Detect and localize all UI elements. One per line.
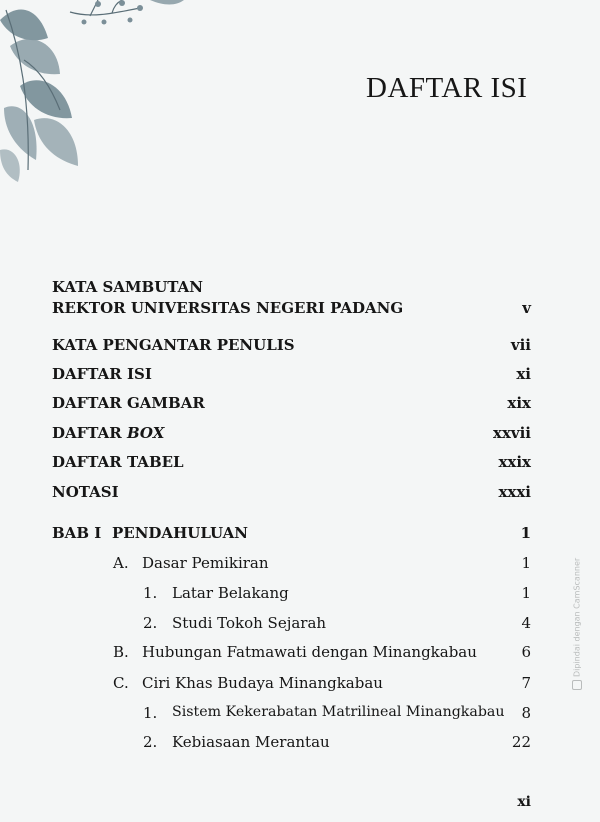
toc-entry-kata-pengantar[interactable]: [0, 336, 600, 360]
toc-entry-label: DAFTAR ISI: [52, 365, 152, 383]
toc-entry-page: xi: [516, 365, 531, 383]
toc-subsection-a1[interactable]: [0, 584, 600, 608]
section-title: Studi Tokoh Sejarah: [172, 614, 327, 632]
toc-entry-label-italic: BOX: [126, 424, 165, 442]
toc-entry-page: vii: [510, 336, 531, 354]
camscanner-icon: [572, 680, 582, 690]
toc-entry-label: KATA PENGANTAR PENULIS: [52, 336, 295, 354]
section-marker: B.: [113, 643, 129, 661]
toc-entry-daftar-gambar[interactable]: [0, 394, 600, 418]
section-marker: 2.: [143, 733, 158, 751]
toc-entry-label: DAFTAR TABEL: [52, 453, 184, 471]
toc-entry-label-prefix: DAFTAR: [52, 424, 127, 442]
toc-section-a[interactable]: [0, 554, 600, 578]
chapter-number: BAB I: [52, 524, 102, 542]
toc-chapter-bab-1[interactable]: [0, 524, 600, 548]
leaf-decoration-icon: [0, 0, 190, 190]
section-marker: A.: [113, 554, 129, 572]
toc-entry-page: 4: [521, 614, 531, 632]
toc-entry-page: xxxi: [498, 483, 531, 501]
toc-section-c[interactable]: [0, 674, 600, 698]
toc-entry-notasi[interactable]: [0, 483, 600, 507]
toc-entry-page: xix: [507, 394, 531, 412]
scanner-watermark: [572, 558, 582, 690]
section-marker: 1.: [143, 584, 158, 602]
toc-subsection-c2[interactable]: [0, 733, 600, 757]
toc-entry-page: 6: [521, 643, 531, 661]
section-marker: 2.: [143, 614, 158, 632]
toc-entry-page: v: [522, 299, 531, 317]
toc-entry-page: 22: [511, 733, 531, 751]
toc-entry-daftar-tabel[interactable]: [0, 453, 600, 477]
toc-entry-label: KATA SAMBUTAN: [52, 278, 203, 296]
section-title: Dasar Pemikiran: [142, 554, 269, 572]
toc-section-b[interactable]: [0, 643, 600, 667]
toc-entry-rektor[interactable]: [0, 299, 600, 323]
toc-subsection-a2[interactable]: [0, 614, 600, 638]
watermark-text: Dipindai dengan CamScanner: [572, 557, 582, 677]
section-title: Sistem Kekerabatan Matrilineal Minangkabau: [172, 704, 505, 720]
section-marker: 1.: [143, 704, 158, 722]
toc-entry-page: 1: [520, 524, 531, 542]
toc-entry-page: 1: [521, 584, 531, 602]
page-number: xi: [517, 794, 531, 810]
section-title: Kebiasaan Merantau: [172, 733, 330, 751]
toc-entry-page: 1: [521, 554, 531, 572]
toc-entry-label: REKTOR UNIVERSITAS NEGERI PADANG: [52, 299, 404, 317]
toc-entry-daftar-isi[interactable]: [0, 365, 600, 389]
chapter-title: PENDAHULUAN: [112, 524, 249, 542]
section-title: Ciri Khas Budaya Minangkabau: [142, 674, 383, 692]
toc-entry-daftar-box[interactable]: [0, 424, 600, 448]
toc-entry-label: DAFTAR GAMBAR: [52, 394, 205, 412]
toc-entry-label: NOTASI: [52, 483, 119, 501]
toc-entry-page: 7: [521, 674, 531, 692]
toc-entry-page: 8: [521, 704, 531, 722]
toc-entry-label: [52, 424, 164, 442]
toc-entry-page: xxvii: [493, 424, 531, 442]
section-title: Hubungan Fatmawati dengan Minangkabau: [142, 643, 477, 661]
page-title: DAFTAR ISI: [366, 72, 528, 104]
section-title: Latar Belakang: [172, 584, 289, 602]
toc-entry-page: xxix: [498, 453, 531, 471]
section-marker: C.: [113, 674, 129, 692]
toc-subsection-c1[interactable]: [0, 704, 600, 728]
